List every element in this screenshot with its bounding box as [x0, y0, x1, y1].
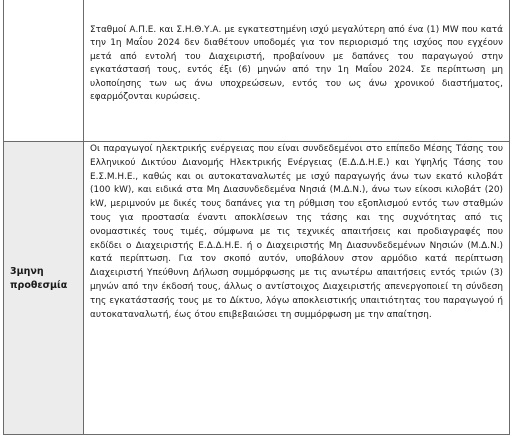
- row-text: Σταθμοί Α.Π.Ε. και Σ.Η.Θ.Υ.Α. με εγκατεστημένη ισχύ μεγαλύτερη από ένα (1) MW που κατά την 1η Μαΐου 2024 δεν διαθέτουν υποδομές για τον περιορισμό της ισχύος που εγχέουν μετά από εντολή του Διαχειριστή, προβαίνουν με δαπάνες του παραγωγού στην εγκατάστασή τους, εντός έξι (6) μηνών από την 1η Μαΐου 2024. Σε περίπτωση μη υλοποίησης των ως άνω υποχρεώσεων, εντός του ως άνω χρονικού διαστήματος, εφαρμόζονται κυρώσεις.: [90, 25, 503, 103]
- table-row: [3, 142, 510, 435]
- row-label-cell: [4, 0, 84, 141]
- row-label: 3μηνη προθεσμία: [10, 266, 68, 291]
- row-text: Οι παραγωγοί ηλεκτρικής ενέργειας που είναι συνδεδεμένοι στο επίπεδο Μέσης Τάσης του Ελληνικού Δικτύου Διανομής Ηλεκτρικής Ενέργειας (Ε.Δ.Δ.Η.Ε.) και Υψηλής Τάσης του Ε.Σ.Μ.Η.Ε., καθώς και οι αυτοκαταναλωτές με ισχύ παραγωγής άνω των εκατό κιλοβάτ (100 kW), και ειδικά στα Μη Διασυνδεδεμένα Νησιά (Μ.Δ.Ν.), άνω των είκοσι κιλοβάτ (20) kW, μεριμνούν με δικές τους δαπάνες για τη ρύθμιση του εξοπλισμού εντός των σταθμών τους για προστασία έναντι αποκλίσεων της τάσης και της συχνότητας από τις ονομαστικές τους τιμές, σύμφωνα με τις τεχνικές απαιτήσεις και προδιαγραφές που εκδίδει ο Διαχειριστής Ε.Δ.Δ.Η.Ε. ή ο Διαχειριστής Μη Διασυνδεδεμένων Νησιών (Μ.Δ.Ν.) κατά περίπτωση. Για τον σκοπό αυτόν, υποβάλουν στον αρμόδιο κατά περίπτωση Διαχειριστή Υπεύθυνη Δήλωση συμμόρφωσης με τις ανωτέρω απαιτήσεις εντός τριών (3) μηνών από την έκδοσή τους, άλλως ο αντίστοιχος Διαχειριστής απενεργοποιεί τη σύνδεση της εγκατάστασής τους με το Δίκτυο, λόγω αποκλειστικής υπαιτιότητας του παραγωγού ή αυτοκαταναλωτή, έως ότου επιβεβαιώσει τη συμμόρφωση με την απαίτηση.: [90, 144, 503, 320]
- row-content-cell: [84, 0, 509, 141]
- row-label-cell: [4, 142, 84, 434]
- table-row: [3, 0, 510, 142]
- row-content-cell: [84, 142, 509, 434]
